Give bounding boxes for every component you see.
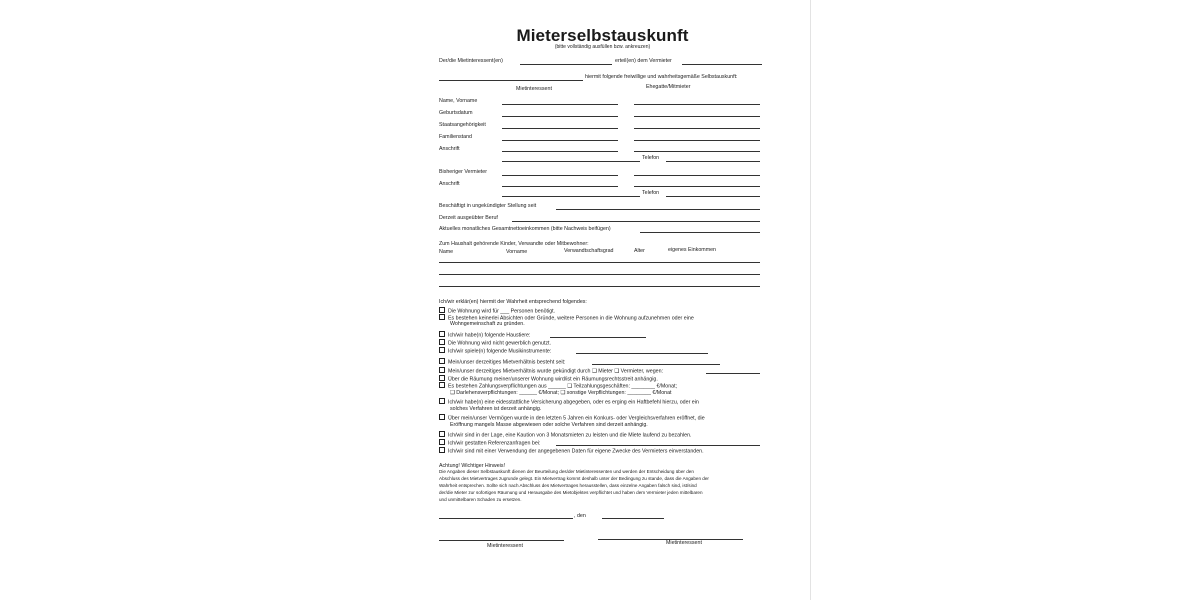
checkbox[interactable] <box>439 307 445 313</box>
field-birthdate-a[interactable] <box>502 116 618 117</box>
item-instruments[interactable]: Ich/wir spiele(n) folgende Musikinstrumente: <box>439 347 551 355</box>
landlord-line <box>682 64 762 65</box>
label-birthdate: Geburtsdatum <box>439 110 473 116</box>
intro-text: hiermit folgende freiwillige und wahrheitsgemäße Selbstauskunft: <box>585 74 738 80</box>
field-termination-reason[interactable] <box>706 373 760 374</box>
item-terminated[interactable]: Mein/unser derzeitiges Mietverhältnis wurde gekündigt durch ❑ Mieter ❑ Vermieter, wegen: <box>439 367 663 375</box>
field-profession[interactable] <box>512 221 760 222</box>
field-nationality-a[interactable] <box>502 128 618 129</box>
form-page <box>430 0 775 600</box>
field-address2-a[interactable] <box>502 186 618 187</box>
form-subtitle: (bitte vollständig ausfüllen bzw. ankreuzen) <box>554 44 651 50</box>
item-affidavit[interactable]: Ich/wir habe(n) eine eidesstattliche Versicherung abgegeben, oder es erging ein Haftbefehl hierzu, oder ein <box>439 398 699 406</box>
signature-line-left[interactable] <box>439 540 564 541</box>
signature-label-right: Mietinteressent <box>666 540 702 546</box>
household-row-2[interactable] <box>439 274 760 275</box>
checkbox[interactable] <box>439 447 445 453</box>
checkbox[interactable] <box>439 347 445 353</box>
notice-line-3: Wahrheit entsprechen. Sollte sich nach Abschluss des Mietvertrages herausstellen, dass einzelne Angaben falsch sind, ist/sind <box>439 483 697 488</box>
household-row-3[interactable] <box>439 286 760 287</box>
field-address-a2[interactable] <box>502 161 640 162</box>
field-address-b[interactable] <box>634 151 760 152</box>
label-employed-since: Beschäftigt in ungekündigter Stellung seit <box>439 203 537 209</box>
field-marital-b[interactable] <box>634 140 760 141</box>
landlord-line-2 <box>439 80 583 81</box>
item-bankruptcy[interactable]: Über mein/unser Vermögen wurde in den letzten 5 Jahren ein Konkurs- oder Vergleichsverfahren eröffnet, die <box>439 414 705 422</box>
tenant-line <box>520 64 612 65</box>
field-address2-a2[interactable] <box>502 196 640 197</box>
label-marital: Familienstand <box>439 134 472 140</box>
checkbox[interactable] <box>439 398 445 404</box>
declaration-intro: Ich/wir erklär(en) hiermit der Wahrheit entsprechend folgendes: <box>439 299 587 305</box>
field-phone-2[interactable] <box>666 196 760 197</box>
notice-title: Achtung! Wichtiger Hinweis! <box>439 463 505 469</box>
item-no-business[interactable]: Die Wohnung wird nicht gewerblich genutzt. <box>439 339 551 347</box>
field-address-a[interactable] <box>502 151 618 152</box>
item-tenancy-since[interactable]: Mein/unser derzeitiges Mietverhältnis besteht seit: <box>439 358 565 366</box>
label-nationality: Staatsangehörigkeit <box>439 122 486 128</box>
checkbox[interactable] <box>439 331 445 337</box>
label-address: Anschrift <box>439 146 460 152</box>
field-income[interactable] <box>640 232 760 233</box>
checkbox[interactable] <box>439 382 445 388</box>
household-col-firstname: Vorname <box>506 249 528 255</box>
household-row-1[interactable] <box>439 262 760 263</box>
household-col-relation: Verwandtschaftsgrad <box>564 248 614 254</box>
item-no-more-persons-cont: Wohngemeinschaft zu gründen. <box>450 321 525 327</box>
col-header-tenant: Mietinteressent <box>516 86 552 92</box>
field-name-b[interactable] <box>634 104 760 105</box>
checkbox[interactable] <box>439 339 445 345</box>
checkbox[interactable] <box>439 314 445 320</box>
item-affidavit-cont: solches Verfahren ist derzeit anhängig. <box>450 406 542 412</box>
form-title: Mieterselbstauskunft <box>516 26 689 45</box>
notice-line-2: Abschluss des Mietvertrages zugrunde gelegt. Ein Mietvertrag kommt deshalb unter der Bedingung zu stande, dass die Angaben der <box>439 476 709 481</box>
item-data-consent[interactable]: Ich/wir sind mit einer Verwendung der angegebenen Daten für eigene Zwecke des Vermieters einverstanden. <box>439 447 704 455</box>
item-bankruptcy-cont: Eröffnung mangels Masse abgewiesen oder solche Verfahren sind derzeit anhängig. <box>450 422 648 428</box>
item-payment-obligations[interactable]: Es bestehen Zahlungsverpflichtungen aus ______ ❑ Teilzahlungsgeschäften: ________ €/Monat; <box>439 382 677 390</box>
household-intro: Zum Haushalt gehörende Kinder, Verwandte oder Mitbewohner: <box>439 241 589 247</box>
date-line[interactable] <box>602 518 664 519</box>
checkbox[interactable] <box>439 414 445 420</box>
checkbox[interactable] <box>439 375 445 381</box>
household-col-income: eigenes Einkommen <box>668 247 716 253</box>
household-col-age: Alter <box>634 248 645 254</box>
notice-line-5: und unmittelbaren Schaden zu ersetzen. <box>439 497 522 502</box>
col-header-spouse: Ehegatte/Mitmieter <box>646 84 691 90</box>
item-references[interactable]: Ich/wir gestatten Referenzanfragen bei: <box>439 439 540 447</box>
label-prev-landlord: Bisheriger Vermieter <box>439 169 487 175</box>
item-payment-obligations-cont: ❑ Darlehensverpflichtungen: ______ €/Monat; ❑ sonstige Verpflichtungen: ________ €/Monat <box>450 390 672 396</box>
item-eviction[interactable]: Über die Räumung meiner/unserer Wohnung wird/ist ein Räumungsrechtsstreit anhängig. <box>439 375 658 383</box>
signature-label-left: Mietinteressent <box>487 543 523 549</box>
item-pets[interactable]: Ich/wir habe(n) folgende Haustiere: <box>439 331 530 339</box>
item-deposit[interactable]: Ich/wir sind in der Lage, eine Kaution von 3 Monatsmieten zu leisten und die Miete laufend zu bezahlen. <box>439 431 692 439</box>
checkbox[interactable] <box>439 358 445 364</box>
field-marital-a[interactable] <box>502 140 618 141</box>
field-tenancy-since[interactable] <box>592 364 720 365</box>
field-nationality-b[interactable] <box>634 128 760 129</box>
label-phone-2: Telefon <box>642 190 660 196</box>
notice-line-4: der/die Mieter zur sofortigen Räumung und Herausgabe des Mietobjektes verpflichtet und haben dem Vermieter jeden mittelbaren <box>439 490 703 495</box>
field-phone[interactable] <box>666 161 760 162</box>
field-employed-since[interactable] <box>556 209 760 210</box>
date-label: , den <box>574 513 586 519</box>
label-name: Name, Vorname <box>439 98 478 104</box>
label-phone: Telefon <box>642 155 660 161</box>
field-prev-landlord-b[interactable] <box>634 175 760 176</box>
item-no-more-persons[interactable]: Es bestehen keinerlei Absichten oder Gründe, weitere Personen in die Wohnung aufzunehmen oder eine <box>439 314 694 322</box>
intro-label: Der/die Mietinteressent(en) <box>439 58 503 64</box>
checkbox[interactable] <box>439 439 445 445</box>
label-income: Aktuelles monatliches Gesamtnettoeinkommen (bitte Nachweis beifügen) <box>439 226 611 232</box>
household-col-name: Name <box>439 249 454 255</box>
field-name-a[interactable] <box>502 104 618 105</box>
checkbox[interactable] <box>439 431 445 437</box>
item-persons[interactable]: Die Wohnung wird für ___ Personen benötigt. <box>439 307 555 315</box>
field-birthdate-b[interactable] <box>634 116 760 117</box>
place-line[interactable] <box>439 518 573 519</box>
label-profession: Derzeit ausgeübter Beruf <box>439 215 498 221</box>
field-pets[interactable] <box>550 337 646 338</box>
notice-line-1: Die Angaben dieser Selbstauskunft dienen der Beurteilung des/der Mietinteressenten und werden der Entscheidung über den <box>439 469 694 474</box>
field-instruments[interactable] <box>576 353 708 354</box>
intro-label-2: erteil(en) dem Vermieter <box>615 58 672 64</box>
page-divider <box>810 0 811 600</box>
field-references[interactable] <box>556 445 760 446</box>
field-prev-landlord-a[interactable] <box>502 175 618 176</box>
checkbox[interactable] <box>439 367 445 373</box>
field-address2-b[interactable] <box>634 186 760 187</box>
label-address-2: Anschrift <box>439 181 460 187</box>
